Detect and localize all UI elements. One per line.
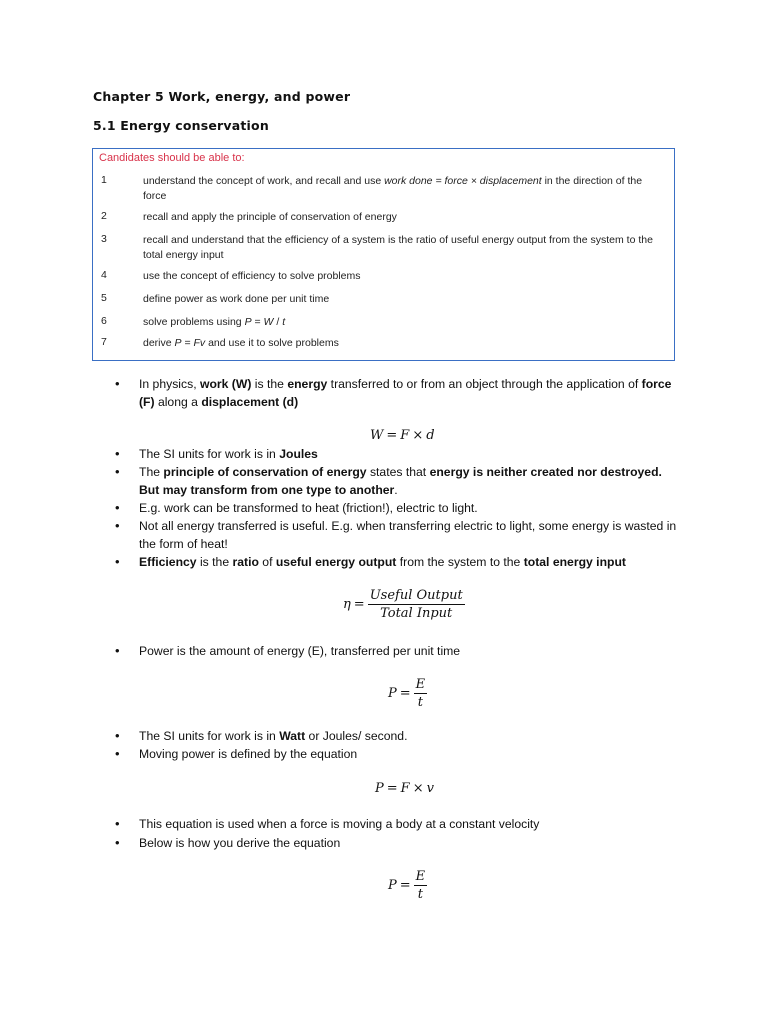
power-energy-formula: P = $\frac{E}{t}$ [388, 677, 426, 710]
list-item: • The SI units for work is in Joules [139, 445, 679, 463]
objective-text: understand the concept of work, and recall and use work done = force × displacement in the direction of the force [143, 175, 643, 202]
list-item: • The principle of conservation of energy states that energy is neither created nor destroyed. But may transform from one type to another. [139, 463, 679, 499]
objective-text: derive P = Fv and use it to solve problems [143, 337, 339, 349]
objective-number: 1 [101, 174, 107, 186]
learning-objectives-box [92, 148, 675, 361]
objective-text: solve problems using P = W / t [143, 316, 286, 328]
list-item: • This equation is used when a force is moving a body at a constant velocity [139, 815, 679, 833]
power-force-velocity-formula: P = F × v [375, 781, 434, 796]
list-item: • The SI units for work is in Watt or Joules/ second. [139, 727, 679, 745]
work-formula: W = F × d [370, 428, 435, 443]
list-item: • Moving power is defined by the equation [139, 745, 679, 763]
chapter-heading: Chapter 5 Work, energy, and power [93, 89, 351, 104]
objective-number: 5 [101, 292, 107, 304]
section-heading: 5.1 Energy conservation [93, 118, 269, 133]
objectives-header: Candidates should be able to: [99, 152, 245, 164]
efficiency-formula: η = $\frac{\text{Useful Output}}{\text{Total Input}}$ [343, 588, 463, 621]
objective-number: 2 [101, 210, 107, 222]
objective-text: recall and understand that the efficiency of a system is the ratio of useful energy output from the system to the total energy input [143, 234, 653, 261]
list-item: • Efficiency is the ratio of useful energy output from the system to the total energy input [139, 553, 679, 571]
list-item: • Not all energy transferred is useful. E.g. when transferring electric to light, some energy is wasted in the form of heat! [139, 517, 679, 553]
list-item: • Below is how you derive the equation [139, 834, 679, 852]
list-item: • E.g. work can be transformed to heat (friction!), electric to light. [139, 499, 679, 517]
objective-number: 6 [101, 315, 107, 327]
objective-number: 3 [101, 233, 107, 245]
list-item: • In physics, work (W) is the energy transferred to or from an object through the application of force (F) along a displacement (d) [139, 375, 679, 411]
objective-number: 7 [101, 336, 107, 348]
list-item: • Power is the amount of energy (E), transferred per unit time [139, 642, 679, 660]
power-derivation-formula: P = $\frac{E}{t}$ [388, 869, 426, 902]
objective-text: define power as work done per unit time [143, 293, 330, 305]
objective-text: recall and apply the principle of conservation of energy [143, 211, 397, 223]
objective-number: 4 [101, 269, 107, 281]
objective-text: use the concept of efficiency to solve problems [143, 270, 361, 282]
